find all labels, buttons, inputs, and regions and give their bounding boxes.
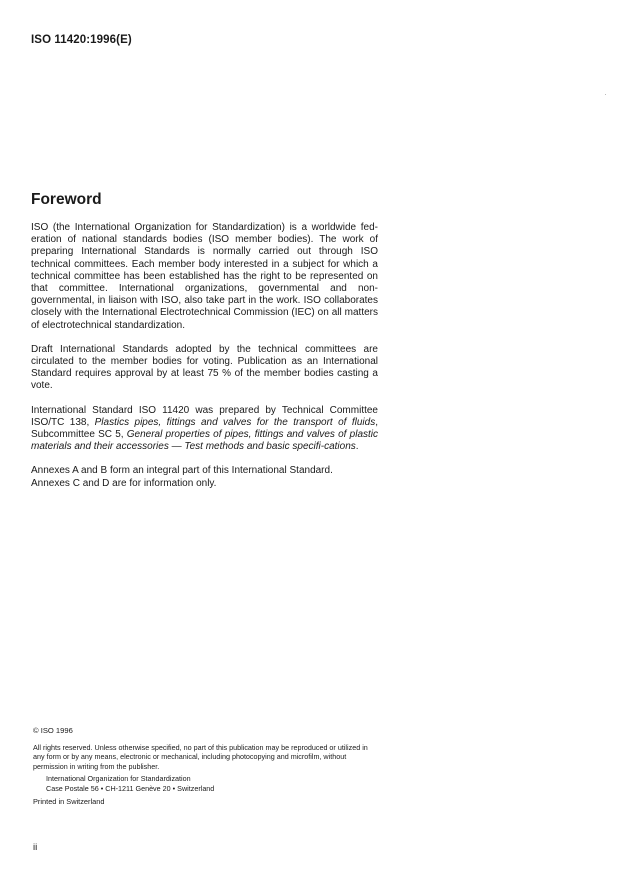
foreword-heading: Foreword — [31, 191, 102, 208]
postal-address: Case Postale 56 • CH-1211 Genève 20 • Switzerland — [46, 783, 215, 793]
prepared-by-suffix: . — [355, 441, 359, 453]
copyright-line: © ISO 1996 — [33, 726, 73, 735]
copyright-notice — [33, 726, 380, 807]
foreword-paragraph-annexes — [31, 465, 378, 489]
foreword-paragraph-drafts: Draft International Standards adopted by the technical committees are circulated to the member bodies for voting. Publication as an International Standard requires approval by at least 75 % of the member bodies casting a vote. — [31, 343, 378, 392]
foreword-paragraph-prepared-by — [31, 405, 378, 454]
prepared-by-middle: , Subcommittee SC 5, — [31, 416, 378, 441]
committee-title: Plastics pipes, fittings and valves for the transport of fluids — [94, 416, 376, 428]
publisher-address — [33, 774, 380, 793]
foreword-body — [31, 222, 378, 502]
annexes-normative: Annexes A and B form an integral part of this International Standard. — [31, 465, 333, 477]
annexes-informative: Annexes C and D are for information only. — [31, 477, 217, 489]
foreword-paragraph-iso: ISO (the International Organization for Standardization) is a worldwide fed-eration of national standards bodies (ISO member bodies). The work of preparing International Standards is normally carried out through ISO technical committees. Each member body interested in a subject for which a technical committee has been established has the right to be represented on that committee. International organizations, governmental and non-governmental, in liaison with ISO, also take part in the work. ISO collaborates closely with the International Electrotechnical Commission (IEC) on all matters of electrotechnical standardization. — [31, 222, 378, 331]
subcommittee-title: General properties of pipes, fittings and valves of plastic materials and their accessories — Test methods and basic specifi-cations — [31, 429, 379, 453]
document-id: ISO 11420:1996(E) — [31, 34, 132, 46]
publisher-name: International Organization for Standardization — [46, 774, 191, 783]
prepared-by-prefix: International Standard ISO 11420 was prepared by Technical Committee ISO/TC 138, — [31, 404, 378, 428]
scan-speck — [605, 94, 606, 95]
page-number: ii — [33, 842, 38, 853]
printed-in: Printed in Switzerland — [33, 797, 105, 806]
rights-statement: All rights reserved. Unless otherwise specified, no part of this publication may be reproduced or utilized in any form or by any means, electronic or mechanical, including photocopying and microfilm, without permission in writing from the publisher. — [33, 742, 368, 771]
